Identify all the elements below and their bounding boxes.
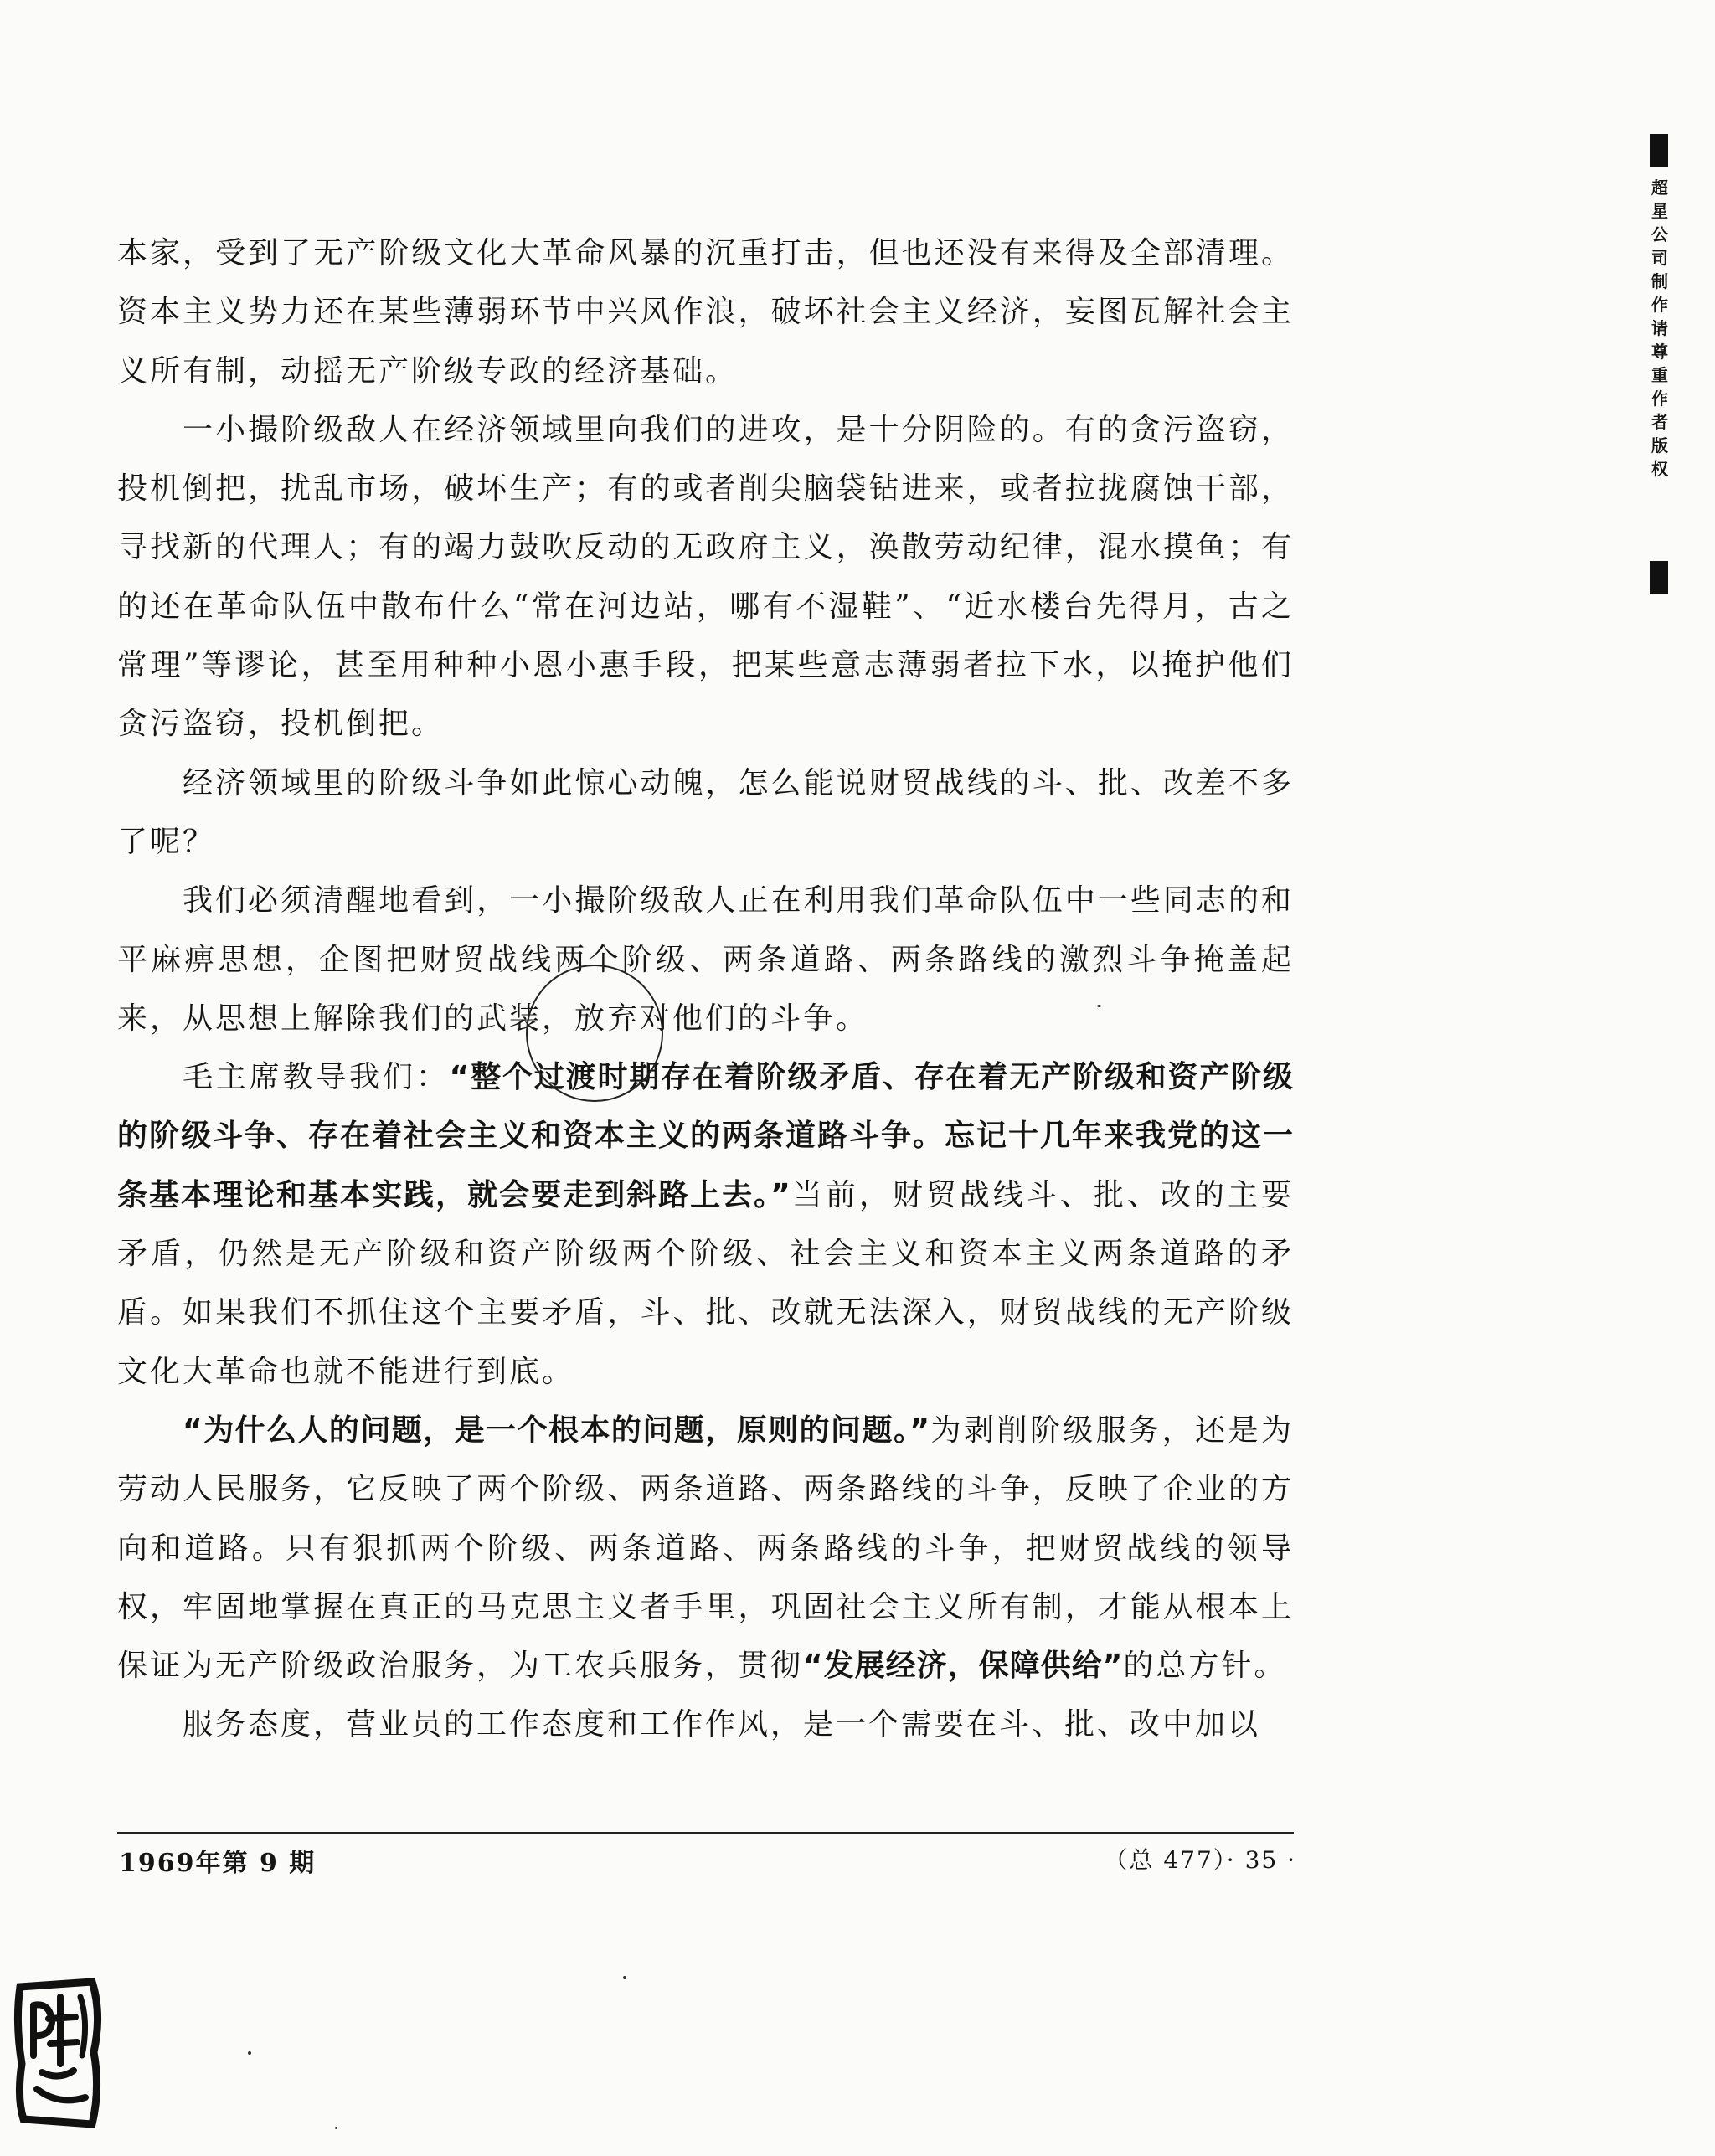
page-number: （总 477）· 35 · xyxy=(1104,1846,1296,1874)
paragraph xyxy=(117,1402,1294,1695)
watermark-bar-bottom xyxy=(1650,561,1668,594)
text-segment: 的总方针。 xyxy=(1123,1649,1287,1684)
text-segment: 毛主席教导我们： xyxy=(183,1060,450,1095)
scan-speck xyxy=(335,2127,337,2129)
bold-quotation: “为什么人的问题，是一个根本的问题，原则的问题。” xyxy=(183,1412,931,1448)
paragraph xyxy=(117,872,1294,1048)
scan-speck xyxy=(1097,1005,1101,1007)
paragraph xyxy=(117,1695,1294,1754)
text-segment: 当前，财贸战线斗、批、改的主要矛盾，仍然是无产阶级和资产阶级两个阶级、社会主义和资本主义两条道路的矛盾。如果我们不抓住这个主要矛盾，斗、批、改就无法深入，财贸战线的无产阶级文化大革命也就不能进行到底。 xyxy=(117,1177,1294,1389)
paragraph xyxy=(117,401,1294,754)
scan-speck xyxy=(623,1976,626,1979)
bold-quotation: “整个过渡时期存在着阶级矛盾、存在着无产阶级和资产阶级的阶级斗争、存在着社会主义和资本主义的两条道路斗争。忘记十几年来我党的这一条基本理论和基本实践，就会要走到斜路上去。” xyxy=(117,1060,1294,1212)
issue-label: 1969年第 9 期 xyxy=(119,1849,317,1878)
watermark: 超星公司制作 请尊重作者版权 xyxy=(1651,178,1668,479)
paragraph xyxy=(117,754,1294,872)
bold-quotation: “发展经济，保障供给” xyxy=(803,1649,1124,1684)
text-segment: 为剥削阶级服务，还是为劳动人民服务，它反映了两个阶级、两条道路、两条路线的斗争，反映了企业的方向和道路。只有狠抓两个阶级、两条道路、两条路线的斗争，把财贸战线的领导权，牢固地掌握在真正的马克思主义者手里，巩固社会主义所有制，才能从根本上保证为无产阶级政治服务，为工农兵服务，贯彻 xyxy=(117,1412,1294,1684)
text-segment: 本家，受到了无产阶级文化大革命风暴的沉重打击，但也还没有来得及全部清理。资本主义势力还在某些薄弱环节中兴风作浪，破坏社会主义经济，妄图瓦解社会主义所有制，动摇无产阶级专政的经济基础。 xyxy=(117,236,1294,388)
footer-rule xyxy=(117,1832,1294,1834)
watermark-bar-top xyxy=(1650,134,1668,167)
body-text xyxy=(117,224,1294,1755)
text-segment: 一小撮阶级敌人在经济领域里向我们的进攻，是十分阴险的。有的贪污盗窃，投机倒把，扰乱市场，破坏生产；有的或者削尖脑袋钻进来，或者拉拢腐蚀干部，寻找新的代理人；有的竭力鼓吹反动的无政府主义，涣散劳动纪律，混水摸鱼；有的还在革命队伍中散布什么“常在河边站，哪有不湿鞋”、“近水楼台先得月，古之常理”等谬论，甚至用种种小恩小惠手段，把某些意志薄弱者拉下水，以掩护他们贪污盗窃，投机倒把。 xyxy=(117,412,1294,742)
text-segment: 我们必须清醒地看到，一小撮阶级敌人正在利用我们革命队伍中一些同志的和平麻痹思想，企图把财贸战线两个阶级、两条道路、两条路线的激烈斗争掩盖起来，从思想上解除我们的武装，放弃对他们的斗争。 xyxy=(117,883,1294,1036)
paragraph xyxy=(117,1048,1294,1402)
text-segment: 服务态度，营业员的工作态度和工作作风，是一个需要在斗、批、改中加以 xyxy=(183,1707,1261,1742)
scan-speck xyxy=(248,2051,251,2055)
seal-stamp xyxy=(8,1972,107,2131)
paragraph xyxy=(117,224,1294,401)
text-segment: 经济领域里的阶级斗争如此惊心动魄，怎么能说财贸战线的斗、批、改差不多了呢？ xyxy=(117,765,1294,859)
